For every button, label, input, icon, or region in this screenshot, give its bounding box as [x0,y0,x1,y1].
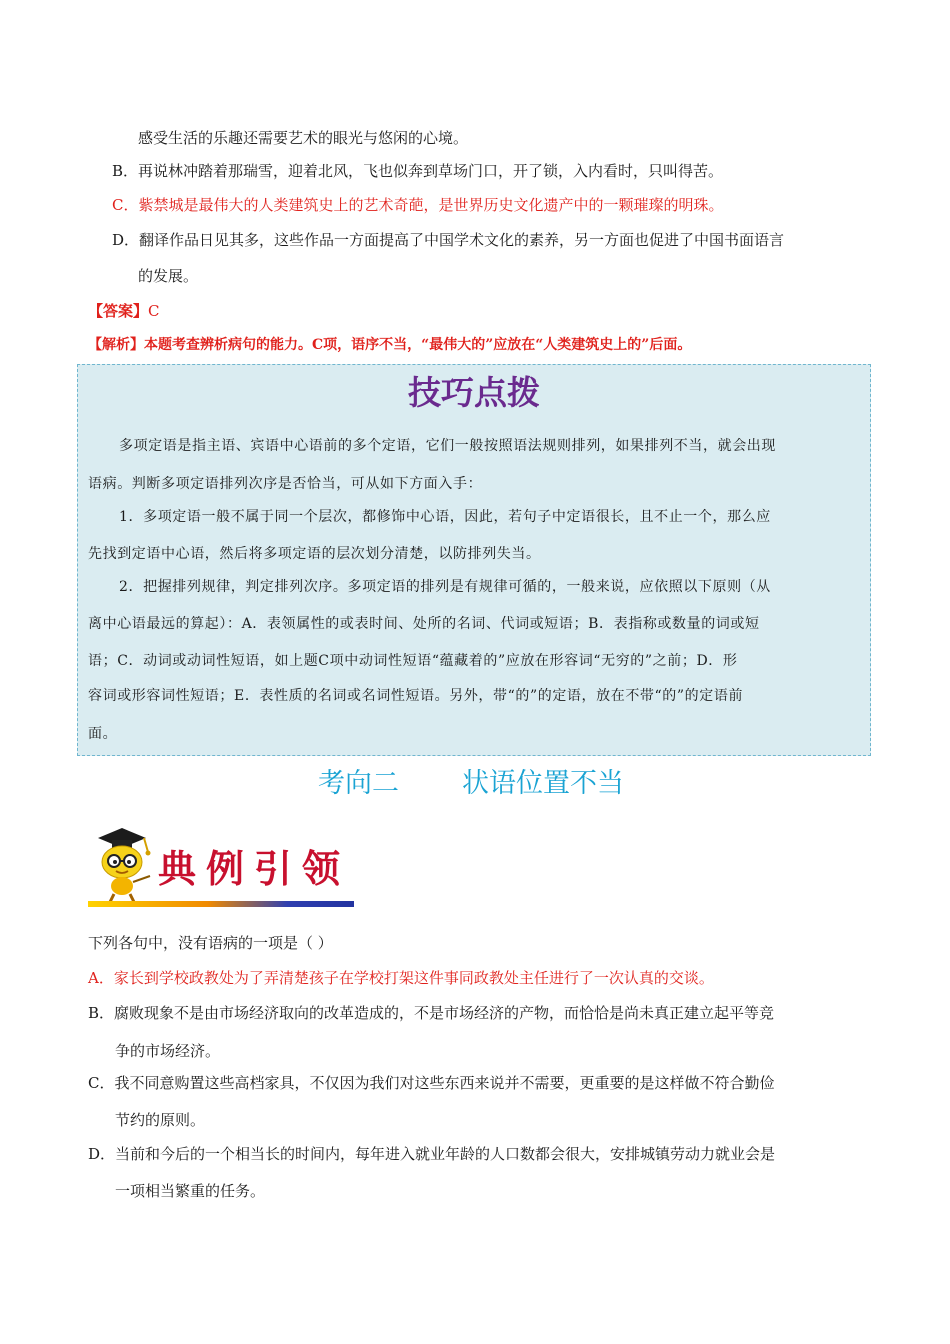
question-option-d-line1: D．当前和今后的一个相当长的时间内，每年进入就业年龄的人口数都会很大，安排城镇劳动力就业会是 [88,1145,776,1163]
section-title [0,764,950,804]
option-c-highlighted: C．紫禁城是最伟大的人类建筑史上的艺术奇葩，是世界历史文化遗产中的一颗璀璨的明珠。 [112,196,724,214]
section-number: 考向二 [318,768,399,799]
tips-box [77,364,871,756]
analysis-text: 本题考查辨析病句的能力。C项，语序不当，“最伟大的”应放在“人类建筑史上的”后面。 [144,337,692,353]
analysis-row [88,334,691,356]
tips-line: 面。 [88,726,118,742]
tips-line: 1．多项定语一般不属于同一个层次，都修饰中心语，因此，若句子中定语很长，且不止一个，那么应 [119,509,771,525]
tips-line: 语；C．动词或动词性短语，如上题C项中动词性短语“蕴藏着的”应放在形容词“无穷的”之前；D．形 [88,653,738,669]
tips-line: 先找到定语中心语，然后将多项定语的层次划分清楚，以防排列失当。 [88,546,541,562]
option-b: B．再说林冲踏着那瑞雪，迎着北风，飞也似奔到草场门口，开了锁，入内看时，只叫得苦。 [112,162,724,180]
tips-line: 语病。判断多项定语排列次序是否恰当，可从如下方面入手： [88,476,483,492]
example-banner [88,826,356,912]
tips-line: 2．把握排列规律，判定排列次序。多项定语的排列是有规律可循的，一般来说，应依照以下原则（从 [119,579,771,595]
tips-line: 多项定语是指主语、宾语中心语前的多个定语，它们一般按照语法规则排列，如果排列不当，就会出现 [119,438,776,454]
question-option-d-line2: 一项相当繁重的任务。 [115,1182,266,1200]
banner-underline [88,901,354,907]
question-option-b-line1: B．腐败现象不是由市场经济取向的改革造成的，不是市场经济的产物，而恰恰是尚未真正建立起平等竞 [88,1004,775,1022]
question-option-c-line2: 节约的原则。 [115,1111,206,1129]
mascot-icon [88,826,160,904]
question-option-c-line1: C．我不同意购置这些高档家具，不仅因为我们对这些东西来说并不需要，更重要的是这样做不符合勤俭 [88,1074,775,1092]
tips-line: 离中心语最远的算起）：A．表领属性的或表时间、处所的名词、代词或短语；B．表指称或数量的词或短 [88,616,760,632]
option-d-line2: 的发展。 [138,267,199,285]
tips-line: 容词或形容词性短语；E．表性质的名词或名词性短语。另外，带“的”的定语，放在不带“的”的定语前 [88,688,744,704]
banner-title: 典例引领 [158,846,351,891]
option-a-continuation: 感受生活的乐趣还需要艺术的眼光与悠闲的心境。 [138,129,469,147]
tips-title: 技巧点拨 [408,373,540,412]
answer-value: C [148,302,160,320]
question-option-b-line2: 争的市场经济。 [115,1042,221,1060]
analysis-label: 【解析】 [88,337,144,353]
section-name: 状语位置不当 [462,768,624,799]
question-option-a: A．家长到学校政教处为了弄清楚孩子在学校打架这件事同政教处主任进行了一次认真的交谈。 [88,969,714,987]
question-stem: 下列各句中，没有语病的一项是（ ） [88,934,333,952]
answer-label: 【答案】 [88,302,149,320]
answer-row [88,300,160,322]
option-d-line1: D．翻译作品日见其多，这些作品一方面提高了中国学术文化的素养，另一方面也促进了中国书面语言 [112,231,785,249]
